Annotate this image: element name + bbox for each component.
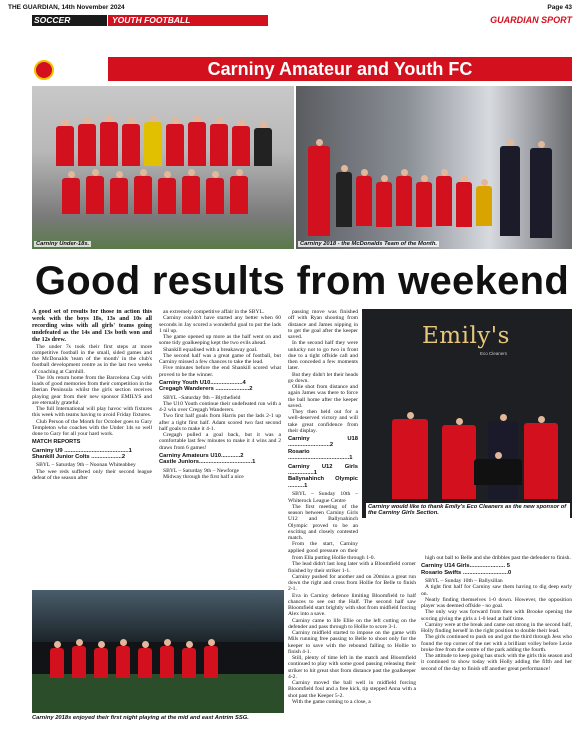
paragraph: Eva in Carniny defence limiting Bloomfield to half chances to see out the Half. The second half saw Bloomfield start brightly with shot from midfield forcing Alex into a save.: [288, 592, 416, 618]
paragraph: SBYL – Sunday 10th – Whiterock League Centre: [288, 491, 358, 504]
paragraph: high out ball to Belle and she dribbles past the defender to finish.: [425, 555, 571, 561]
paragraph: Carniny pushed for another and on 20mins a great run down the right and cross from Hollie for Belle to finish 2-1.: [288, 573, 416, 593]
paragraph: From the start, Carniny applied good pressure on their: [288, 541, 358, 554]
photo2-caption: Carniny 2018 - the McDonalds Team of the Month.: [300, 241, 437, 247]
paragraph: Neatly finding themselves 1-0 down. However, the opposition player was deemed offside - no goal.: [421, 596, 572, 610]
result-line: Carniny U9 ........................................1: [32, 447, 132, 454]
paragraph: The only way was forward from then with Brooke opening the scoring giving the girls a 1-0 lead at half time.: [421, 609, 572, 622]
header-page-number: Page 43: [547, 4, 572, 11]
paragraph: Midway through the first half a nice: [163, 473, 244, 480]
paragraph: Carniny moved the ball well in midfield forcing Bloomfield foul and a free kick, tip stepped Anna with a shot past the Keeper 5-2.: [288, 680, 416, 699]
result-line: Ballynahinch Olympic ..........1: [288, 476, 358, 489]
article-column-2: [159, 309, 281, 586]
result-line: Rosario ......................................1: [288, 448, 353, 462]
youth-football-label: YOUTH FOOTBALL: [108, 15, 268, 26]
under-18s-photo: [32, 86, 294, 249]
paragraph: The first meeting of the season between Carniny Girls U12 and Ballynahinch Olympic proved to be an exciting and closely contested match.: [288, 503, 358, 541]
paragraph: SBYL – Sunday 10th – Ballysillan: [425, 578, 503, 585]
paragraph: The 10s return home from the Barcelona Cup with loads of good memories from their competition in the Iberian Peninsula whilst the girls section receives playing gear from their new sponsor EMILYS and are eternally grateful.: [32, 374, 152, 406]
result-score: [159, 453, 281, 466]
section-bar: [32, 15, 572, 26]
paragraph: The U10 Youth continue their undefeated run with a 4-2 win over Cregagh Wanderers.: [159, 400, 281, 414]
paragraph: Five minutes before the end Shankill scored what proved to be the winner.: [159, 365, 281, 378]
paragraph: passing move was finished off with Ryan shooting from distance and James nipping in to get the goal after the keeper saved.: [288, 309, 358, 340]
paragraph: The under 7s took their first steps at more competitive football in the small, sided games and the McDonalds 'team of the month' in the club's football development centre as in the last two weeks of coaching at Carnhill.: [32, 343, 152, 375]
result-line: Carniny Amateurs U10............2: [159, 452, 244, 459]
paragraph: The girls continued to push on and got the third through Jess who found the top corner of the net with a brilliant volley before Lexie broke free from the centre of the park adding the fourth.: [421, 634, 572, 653]
paragraph: The full International will play havoc with fixtures this week with teams having to avoid Friday fixtures.: [32, 406, 152, 419]
paragraph: SBYL – Saturday 9th – Noonan Whiteabbey: [36, 462, 136, 469]
result-line: Carniny U18 ..........................2: [288, 436, 358, 449]
paragraph: With the game coming to a close, a: [292, 698, 371, 705]
team-of-month-photo: [296, 86, 572, 249]
paragraph: Cregagh pulled a goal back, but it was a comfortable last few minutes to make it 4 wins and 2 draws from 6 games!: [159, 432, 281, 451]
paragraph: They then held out for a well-deserved victory and will take great confidence from their display.: [288, 409, 358, 434]
article-column-3: [288, 309, 358, 554]
lead-paragraph: A good set of results for those in action this week with the boys 18s, 13s and 10s all recording wins with all girls' teams going undefeated as the 14s and 13s both won and the 12s drew.: [32, 309, 152, 343]
paragraph: The wee reds suffered only their second league defeat of the season after: [32, 468, 152, 481]
result-line: Carniny Youth U10....................4: [159, 379, 246, 386]
article-column-1: [32, 309, 152, 586]
result-score: [32, 448, 152, 461]
result-score: [288, 436, 358, 462]
match-reports-heading: MATCH REPORTS: [32, 439, 81, 446]
club-banner: Carniny Amateur and Youth FC: [108, 57, 572, 81]
paragraph: Two first half goals from Harris put the lads 2-1 up after a tight first half. Adam scored two fast second half goals to make it 4-1.: [159, 413, 281, 432]
ssg-photo: [32, 590, 284, 713]
paragraph: In the second half they were unlucky not to go two in front due to a tight offside call and then conceded a few moments later.: [288, 340, 358, 372]
paragraph: Still, plenty of time left in the match and Bloomfield continued to play with some good passing releasing their striker to hit great shot from distance past the goalkeeper 4-2.: [288, 655, 416, 680]
paragraph: Carniny came to life Ellie on the left cutting on the defender and pass through to Hollie to score 3-1.: [288, 617, 416, 630]
sponsor-logo: Emily's: [422, 323, 510, 349]
result-line: Carniny U14 Girls...................... 5: [421, 563, 510, 570]
paragraph: SBYL – Saturday 9th – Newforge: [163, 467, 239, 474]
club-crest-icon: [34, 60, 54, 80]
result-score: [421, 563, 572, 576]
paragraph: Carniny couldn't have started any better when 60 seconds in Jay scored a wonderful goal to put the lads 1 nil up.: [159, 315, 281, 334]
paragraph: SBYL –Saturday 9th – Blythefield: [163, 394, 241, 401]
result-score: [159, 380, 281, 393]
paragraph: A tight first half for Carniny saw them having to dig deep early on.: [421, 584, 572, 597]
photo1-caption: Carniny Under-18s.: [36, 241, 90, 247]
photo4-caption: Carniny 2018s enjoyed their first night playing at the mid and east Antrim SSG.: [32, 715, 249, 721]
soccer-label: SOCCER: [32, 15, 107, 26]
result-score: [288, 464, 358, 490]
result-line: Castle Juniors.................................1: [159, 459, 256, 466]
article-column-4: [288, 555, 416, 737]
result-line: Shankill Junior Colts ...................2: [32, 453, 126, 460]
page-header: [8, 2, 572, 13]
guardian-sport-label: GUARDIAN SPORT: [490, 15, 572, 25]
headline: Good results from weekend: [34, 259, 570, 303]
paragraph: Club Person of the Month for October goes to Gary Templeton who coaches with the Under 14s so well done to Gary for all your hard work.: [32, 418, 152, 438]
sponsor-photo: [362, 309, 572, 518]
paragraph: The second half was a great game of football, but Carniny missed a few chances to take the lead.: [159, 352, 281, 365]
paragraph: The game opened up more as the half went on and some tidy goalkeeping kept the two evils ahead.: [159, 334, 281, 347]
photo3-caption: Carniny would like to thank Emily's Eco Cleaners as the new sponsor of the Carniny Girls Section.: [366, 503, 570, 518]
result-line: Cregagh Wanderers .....................2: [159, 386, 253, 393]
result-line: Rosario Swifts ............................0: [421, 569, 512, 576]
paragraph: The lead didn't last long later with a Bloomfield corner finished by their striker 1-1.: [288, 561, 416, 574]
sponsor-subtitle: Eco Cleaners: [480, 351, 508, 356]
paragraph: Shankill equalised with a breakaway goal.: [163, 346, 258, 353]
paragraph: Ollie shot from distance and again James was there to force the ball home after the keeper saved.: [288, 384, 358, 409]
paragraph: Carniny were at the break and came out strong in the second half, Holly finding herself in the right position to double their lead.: [421, 621, 572, 635]
paragraph: The attitude to keep going has stuck with the girls this season and it continued to show today with Holly adding the fifth and her second of the day to finish off another great performance!: [421, 653, 572, 672]
header-publication: THE GUARDIAN, 14th November 2024: [8, 4, 125, 11]
paragraph: Carniny midfield started to impose on the game with Mils running free passing to Belle to shoot only for the keeper to save with the rebound falling to Hollie to finish 4-1.: [288, 630, 416, 655]
paragraph: an extremely competitive affair in the SBYL.: [163, 309, 265, 315]
result-line: Carniny U12 Girls ................1: [288, 463, 358, 477]
article-column-5: [421, 555, 572, 737]
paragraph: from Ella putting Hollie through 1-0.: [292, 555, 375, 561]
paragraph: But they didn't let their heads go down.: [288, 371, 358, 384]
